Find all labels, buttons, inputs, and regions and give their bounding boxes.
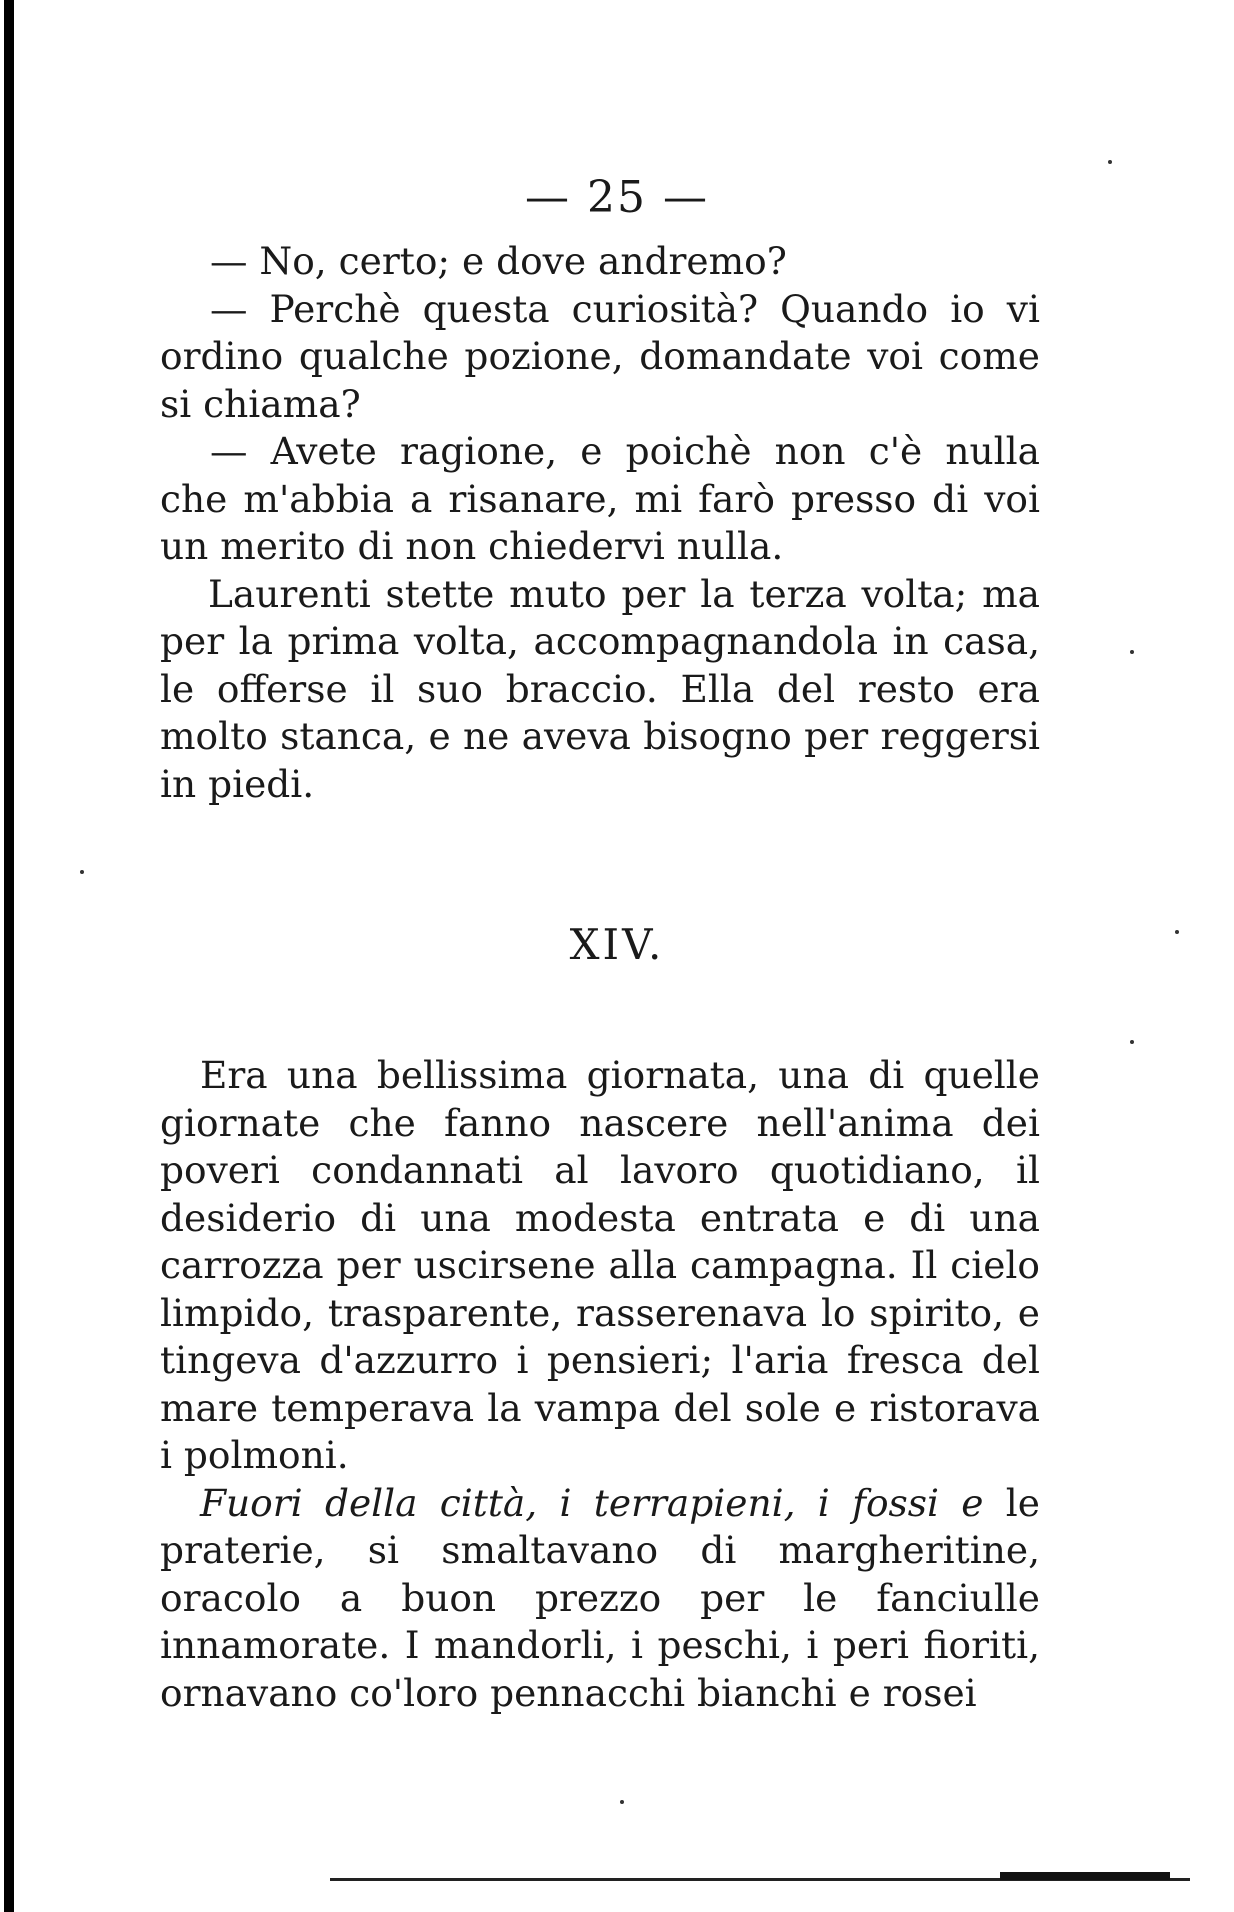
print-speck bbox=[1130, 1040, 1134, 1044]
footer-rule-mark bbox=[1000, 1872, 1170, 1880]
page-number: — 25 — bbox=[525, 172, 709, 223]
paragraph: — No, certo; e dove andremo? bbox=[210, 239, 787, 283]
print-speck bbox=[1108, 160, 1112, 164]
paragraph: Laurenti stette muto per la terza volta; ma per la prima volta, accompagnandola in casa, le offerse il suo braccio. Ella del resto era molto stanca, e ne aveva bisogno per reggersi in piedi. bbox=[160, 571, 1040, 806]
text-block-chapter bbox=[160, 1052, 1040, 1717]
print-speck bbox=[80, 870, 84, 874]
print-speck bbox=[1130, 650, 1134, 654]
paragraph bbox=[160, 1480, 1040, 1718]
paragraph-rest: le praterie, si smaltavano di margheritine, oracolo a buon prezzo per le fanciulle innamorate. I mandorli, i peschi, i peri fioriti, ornavano co'loro pennacchi bianchi e rosei bbox=[160, 1480, 1040, 1715]
paragraph: — Perchè questa curiosità? Quando io vi ordino qualche pozione, domandate voi come si chiama? bbox=[160, 286, 1040, 426]
chapter-heading: XIV. bbox=[569, 920, 665, 969]
text-block-top bbox=[160, 238, 1040, 808]
paragraph: — Avete ragione, e poichè non c'è nulla che m'abbia a risanare, mi farò presso di voi un merito di non chiedervi nulla. bbox=[160, 429, 1040, 568]
print-speck bbox=[620, 1800, 624, 1804]
paragraph: Era una bellissima giornata, una di quelle giornate che fanno nascere nell'anima dei poveri condannati al lavoro quotidiano, il desiderio di una modesta entrata e di una carrozza per uscirsene alla campagna. Il cielo limpido, trasparente, rasserenava lo spirito, e tingeva d'azzurro i pensieri; l'aria fresca del mare temperava la vampa del sole e ristorava i polmoni. bbox=[160, 1053, 1040, 1477]
italic-lead: Fuori della città, i terrapieni, i fossi e bbox=[200, 1480, 984, 1525]
print-speck bbox=[1175, 930, 1179, 934]
